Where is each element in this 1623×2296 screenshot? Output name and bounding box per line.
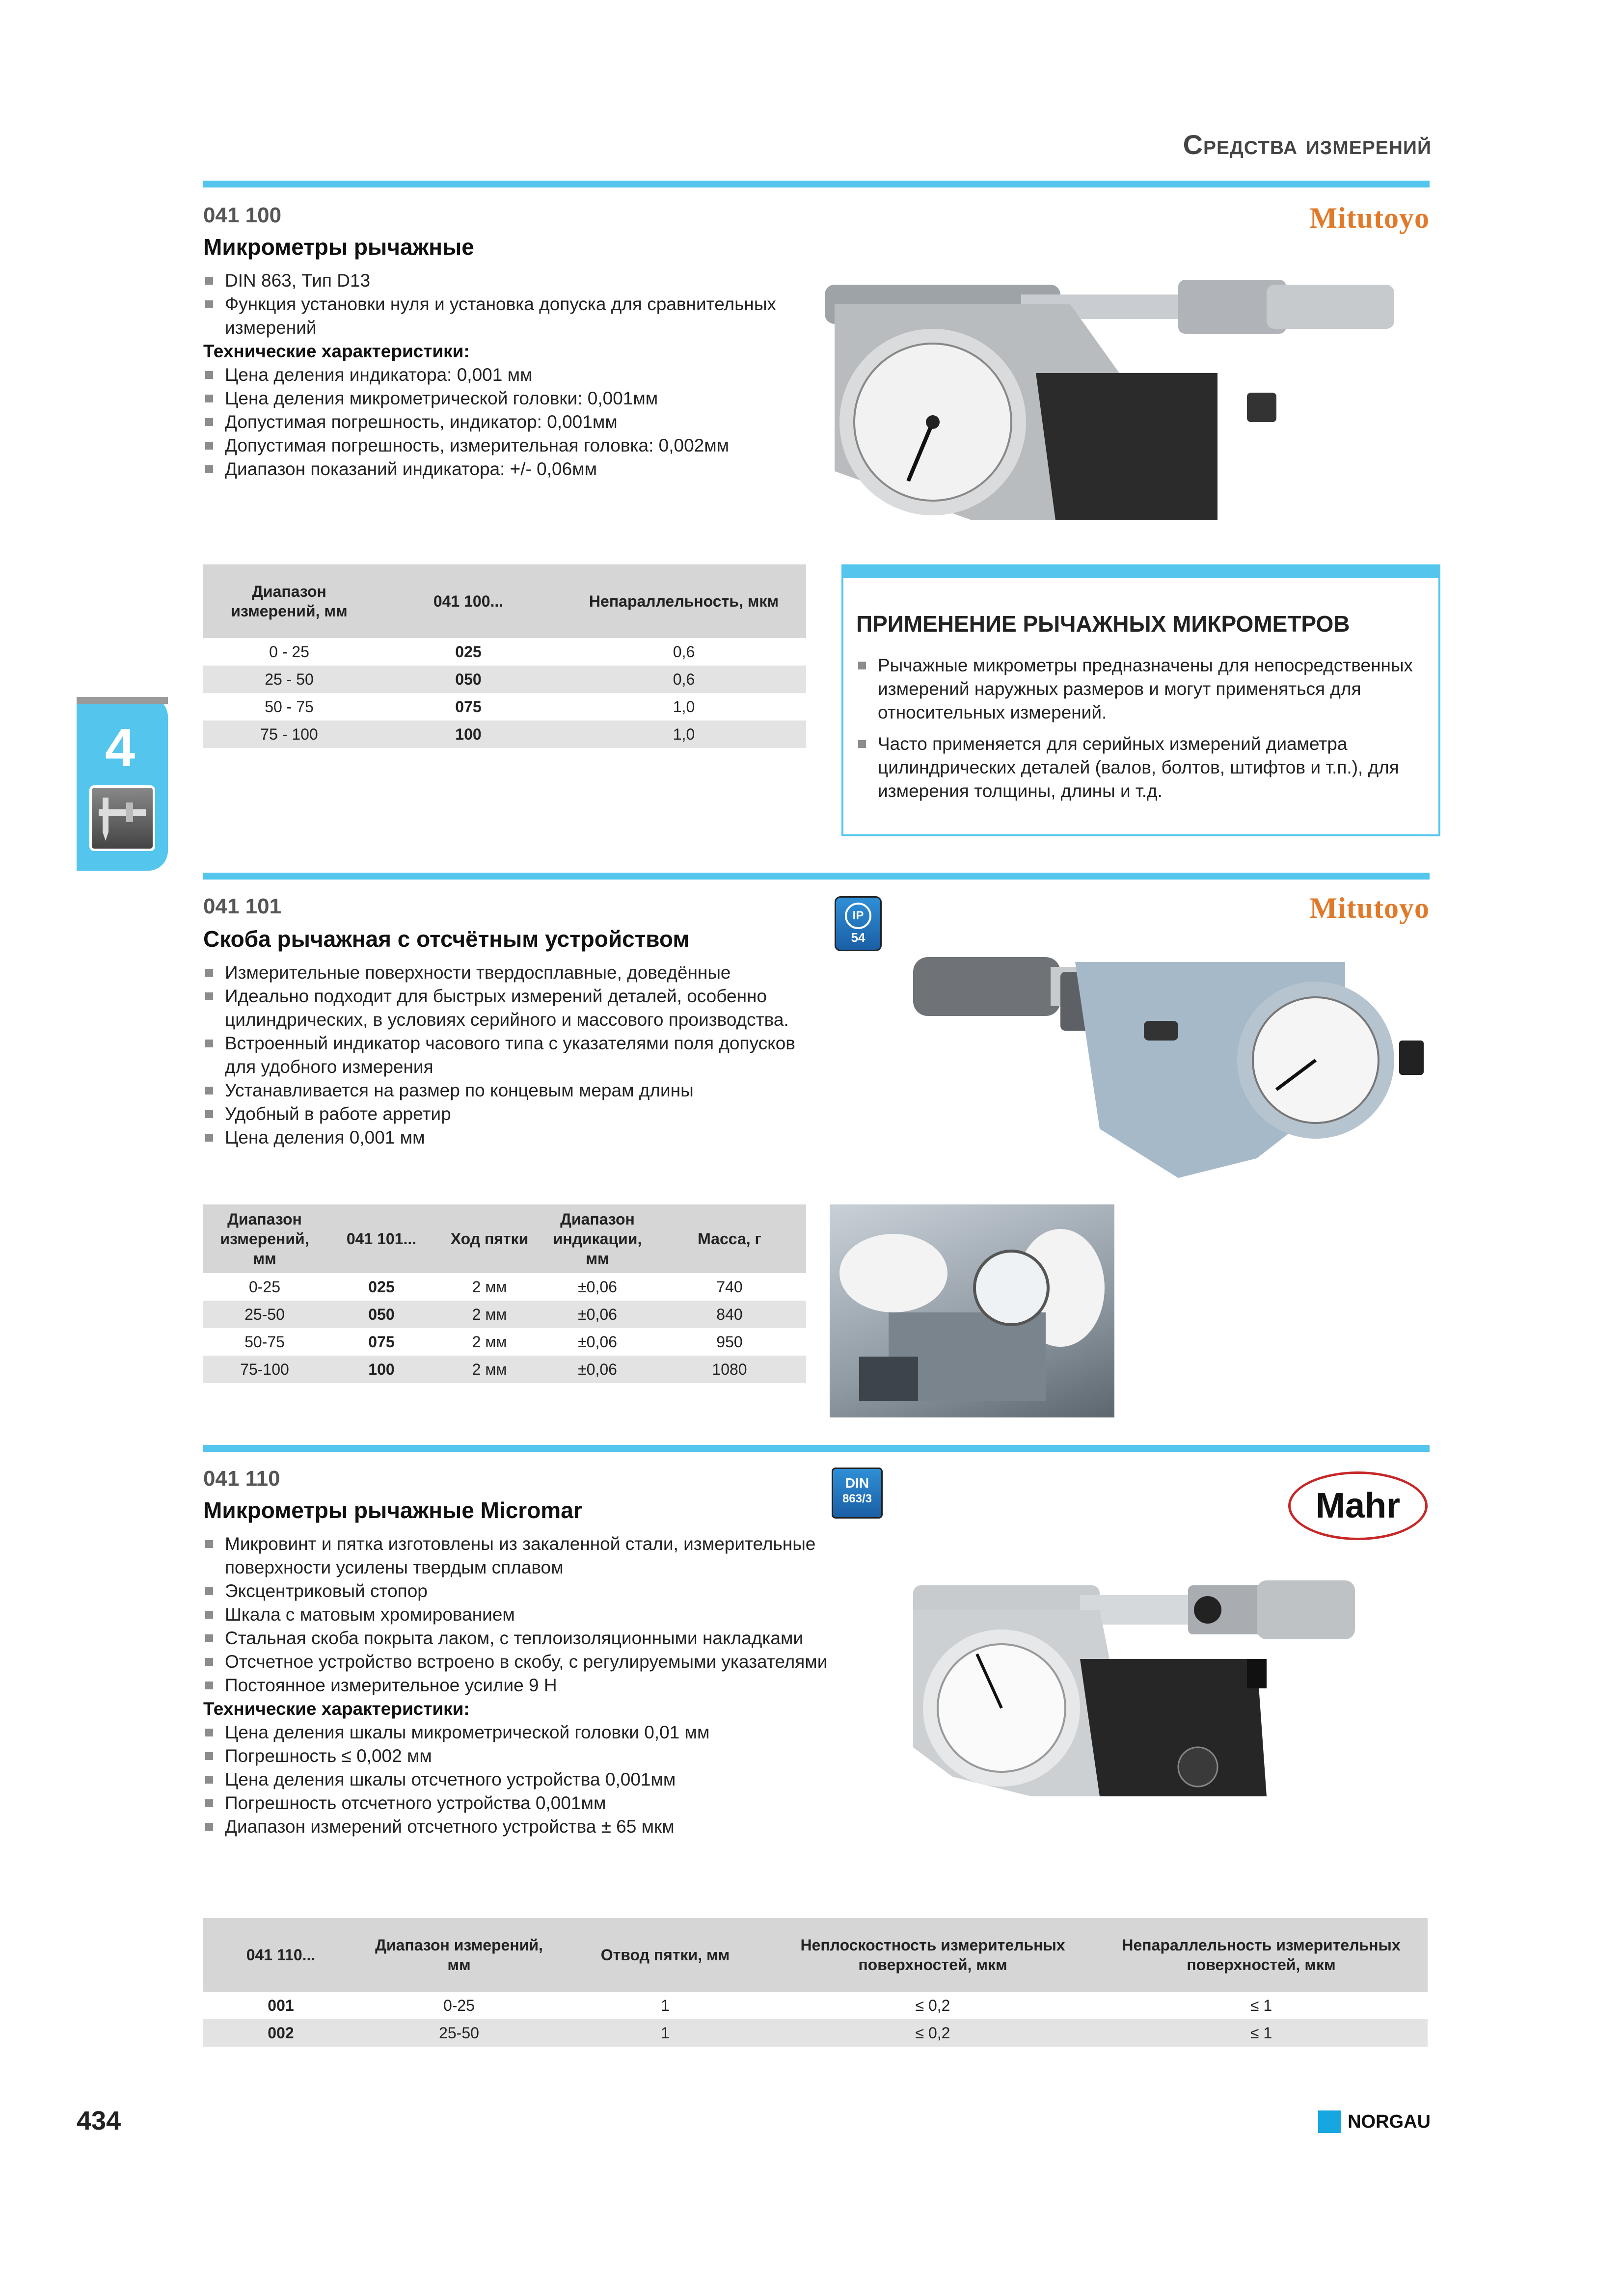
table-cell: 50 - 75 [265,697,314,716]
table-row [203,638,806,666]
table-row [203,2019,1428,2047]
table-cell: 0,6 [562,666,806,693]
page-number: 434 [77,2106,121,2136]
table-row [203,1992,1428,2019]
mitutoyo-logo: Mitutoyo [1309,202,1430,234]
norgau-wordmark: NORGAU [1348,2111,1431,2132]
norgau-square-icon [1318,2110,1341,2133]
list-item: Допустимая погрешность, индикатор: 0,001мм [203,410,817,434]
list-item: Цена деления шкалы отсчетного устройства 0,001мм [203,1768,832,1791]
list-item: Постоянное измерительное усилие 9 Н [203,1674,832,1697]
product-title: Скоба рычажная с отсчётным устройством [203,926,690,952]
list-item: Цена деления микрометрической головки: 0,001мм [203,387,817,410]
table-cell: 002 [203,2019,358,2047]
din-badge [832,1468,883,1519]
table-cell: 50-75 [244,1333,285,1351]
table-cell: 75-100 [203,1356,326,1383]
table-cell: 0-25 [248,1278,281,1296]
table-cell: 025 [455,642,482,661]
table-cell: 0-25 [443,1996,475,2014]
table-cell: 050 [326,1301,437,1328]
chapter-number: 4 [105,718,135,778]
list-item: Цена деления шкалы микрометрической головки 0,01 мм [203,1721,832,1744]
list-item: Погрешность отсчетного устройства 0,001мм [203,1791,832,1815]
chapter-tab [77,697,168,871]
table-cell: 100 [326,1356,437,1383]
table-cell: 1,0 [673,697,695,716]
table-cell: 75 - 100 [203,721,375,748]
table-header: Неплоскостность измерительных поверхностей, мкм [771,1918,1095,1992]
list-item: Эксцентриковый стопор [203,1579,832,1603]
table-cell: 100 [375,721,562,748]
table-header: Ход пятки [437,1204,542,1273]
section-divider [203,181,1430,187]
ip-badge-top: IP [845,903,871,929]
section3-description [203,1532,832,1839]
table-header: 041 100... [375,564,562,638]
ip54-badge [835,896,882,951]
specs-heading: Технические характеристики: [203,1699,470,1719]
table-cell: 840 [653,1301,806,1328]
list-item: Часто применяется для серийных измерений диаметра цилиндрических деталей (валов, болтов, штифтов и т.п.), для измерения толщины, длины и т.д. [856,732,1421,803]
feature-list [203,961,817,1149]
norgau-logo [1318,2110,1431,2133]
section1-description [203,269,817,481]
section-divider [203,873,1430,880]
table-row [203,693,806,721]
list-item: Цена деления индикатора: 0,001 мм [203,363,817,387]
mahr-logo: Mahr [1288,1471,1428,1540]
mitutoyo-logo: Mitutoyo [1309,892,1430,924]
table-cell: 075 [455,697,482,716]
table-header: Диапазон измерений, мм [203,564,375,638]
table-cell: 1 [560,2019,771,2047]
list-item: DIN 863, Тип D13 [203,269,817,293]
lever-micrometer-image [825,265,1434,530]
table-cell: 25-50 [203,1301,326,1328]
info-box-title: ПРИМЕНЕНИЕ РЫЧАЖНЫХ МИКРОМЕТРОВ [856,611,1350,637]
list-item: Удобный в работе арретир [203,1102,817,1126]
table-header: Диапазон измерений, мм [203,1204,326,1273]
din-badge-top: DIN [845,1475,869,1491]
list-item: Отсчетное устройство встроено в скобу, с регулируемыми указателями [203,1650,832,1674]
list-item: Встроенный индикатор часового типа с указателями поля допусков для удобного измерения [203,1032,817,1079]
specs-list [203,1721,832,1839]
list-item: Диапазон измерений отсчетного устройства ± 65 мкм [203,1815,832,1839]
table-cell: 2 мм [437,1301,542,1328]
info-box-accent-bar [843,566,1438,578]
info-box-list [856,654,1421,811]
product-title: Микрометры рычажные [203,234,474,260]
table-header: Масса, г [653,1204,806,1273]
list-item: Стальная скоба покрыта лаком, с теплоизоляционными накладками [203,1627,832,1650]
list-item: Измерительные поверхности твердосплавные, доведённые [203,961,817,985]
page-header-title: Средства измерений [1183,129,1432,160]
table-row [203,1273,806,1301]
list-item: Допустимая погрешность, измерительная головка: 0,002мм [203,434,817,457]
product-code: 041 101 [203,894,282,918]
table-cell: 1 [661,1996,670,2014]
table-cell: 075 [368,1333,395,1351]
list-item: Погрешность ≤ 0,002 мм [203,1744,832,1768]
usage-photo [830,1204,1114,1417]
table-header: 041 101... [326,1204,437,1273]
section2-table [203,1204,806,1383]
section2-description [203,961,817,1149]
table-cell: 2 мм [472,1278,507,1296]
product-title: Микрометры рычажные Micromar [203,1497,582,1523]
table-row [203,1328,806,1356]
product-code: 041 110 [203,1467,280,1491]
section3-table [203,1918,1428,2047]
list-item: Устанавливается на размер по концевым мерам длины [203,1079,817,1102]
table-cell: 740 [716,1278,743,1296]
list-item: Шкала с матовым хромированием [203,1603,832,1627]
list-item: Диапазон показаний индикатора: +/- 0,06мм [203,457,817,481]
table-cell: 1,0 [562,721,806,748]
feature-list [203,1532,832,1697]
specs-list [203,363,817,481]
table-cell: ±0,06 [578,1278,617,1296]
table-cell: 0 - 25 [269,642,309,661]
table-cell: 050 [375,666,562,693]
caliper-icon [89,785,155,851]
table-header: 041 110... [203,1918,358,1992]
table-header: Непараллельность измерительных поверхностей, мкм [1095,1918,1428,1992]
feature-list [203,269,817,340]
list-item: Идеально подходит для быстрых измерений деталей, особенно цилиндрических, в условиях серийного и массового производства. [203,985,817,1032]
application-info-box [841,564,1440,836]
table-cell: 25 - 50 [203,666,375,693]
table-row [203,721,806,748]
product-code: 041 100 [203,203,282,227]
table-header: Непараллельность, мкм [562,564,806,638]
table-header: Диапазон измерений, мм [358,1918,560,1992]
table-cell: 0,6 [673,642,695,661]
list-item: Цена деления 0,001 мм [203,1126,817,1149]
list-item: Функция установки нуля и установка допуска для сравнительных измерений [203,293,817,340]
table-cell: ±0,06 [542,1356,653,1383]
table-cell: ±0,06 [578,1333,617,1351]
table-row [203,1301,806,1328]
section1-table [203,564,806,748]
table-cell: ≤ 0,2 [915,1996,950,2014]
table-cell: 001 [268,1996,294,2014]
table-cell: 2 мм [472,1333,507,1351]
table-row [203,1356,806,1383]
table-cell: 25-50 [358,2019,560,2047]
table-row [203,666,806,693]
din-badge-bottom: 863/3 [842,1492,872,1505]
ip-badge-bottom: 54 [851,930,866,945]
table-cell: 1080 [653,1356,806,1383]
table-cell: ≤ 0,2 [771,2019,1095,2047]
table-header: Отвод пятки, мм [560,1918,771,1992]
table-cell: ≤ 1 [1250,1996,1272,2014]
list-item: Микровинт и пятка изготовлены из закаленной стали, измерительные поверхности усилены твердым сплавом [203,1532,832,1579]
table-cell: ≤ 1 [1095,2019,1428,2047]
list-item: Рычажные микрометры предназначены для непосредственных измерений наружных размеров и могут применяться для относительных измерений. [856,654,1421,724]
chapter-tab-divider [77,697,168,704]
table-cell: ±0,06 [542,1301,653,1328]
table-header: Диапазон индикации, мм [542,1204,653,1273]
table-cell: 950 [716,1333,743,1351]
table-cell: 025 [368,1278,395,1296]
lever-snap-gauge-image [913,942,1434,1198]
specs-heading: Технические характеристики: [203,341,470,361]
table-cell: 2 мм [437,1356,542,1383]
micromar-micrometer-image [913,1571,1424,1816]
section-divider [203,1445,1430,1452]
